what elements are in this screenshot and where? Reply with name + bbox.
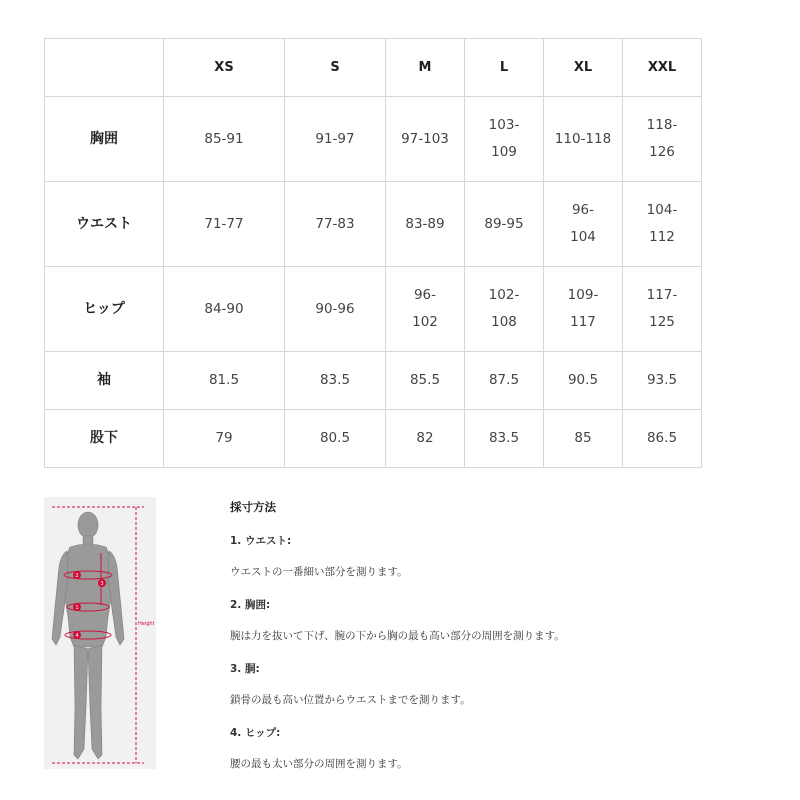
table-cell: 90.5 — [544, 352, 623, 410]
table-cell: 82 — [386, 410, 465, 468]
instructions-heading: 採寸方法 — [230, 500, 276, 514]
row-label: 股下 — [45, 410, 164, 468]
instruction-text: 腕は力を抜いて下げ、腕の下から胸の最も高い部分の周囲を測ります。 — [230, 630, 565, 642]
table-cell: 97-103 — [386, 97, 465, 182]
instruction-text: 鎖骨の最も高い位置からウエストまでを測ります。 — [230, 694, 471, 706]
height-label: Height — [138, 621, 155, 627]
table-row — [45, 410, 702, 468]
instruction-title: 2. 胸囲: — [230, 599, 271, 611]
header-cell-s: S — [285, 39, 386, 97]
header-cell — [45, 39, 164, 97]
marker-4-label: 4 — [75, 633, 79, 639]
header-cell-xs: XS — [164, 39, 285, 97]
header-cell-xl: XL — [544, 39, 623, 97]
table-cell: 103- 109 — [465, 97, 544, 182]
row-label: 胸囲 — [45, 97, 164, 182]
table-cell: 89-95 — [465, 182, 544, 267]
header-cell-m: M — [386, 39, 465, 97]
table-cell: 104- 112 — [623, 182, 702, 267]
instruction-item-torso — [230, 661, 770, 708]
row-label: ウエスト — [45, 182, 164, 267]
size-chart-table — [44, 38, 702, 468]
instruction-text: 腰の最も太い部分の周囲を測ります。 — [230, 758, 408, 770]
header-cell-l: L — [465, 39, 544, 97]
table-cell: 80.5 — [285, 410, 386, 468]
table-cell: 87.5 — [465, 352, 544, 410]
table-row — [45, 97, 702, 182]
table-cell: 93.5 — [623, 352, 702, 410]
table-cell: 109- 117 — [544, 267, 623, 352]
table-cell: 90-96 — [285, 267, 386, 352]
table-cell: 85.5 — [386, 352, 465, 410]
table-cell: 83.5 — [285, 352, 386, 410]
table-cell: 96- 102 — [386, 267, 465, 352]
table-cell: 85 — [544, 410, 623, 468]
table-cell: 96- 104 — [544, 182, 623, 267]
table-cell: 81.5 — [164, 352, 285, 410]
header-row — [45, 39, 702, 97]
marker-1-label: 1 — [75, 605, 79, 611]
marker-3-label: 3 — [100, 581, 104, 587]
table-cell: 91-97 — [285, 97, 386, 182]
table-cell: 118- 126 — [623, 97, 702, 182]
table-cell: 83-89 — [386, 182, 465, 267]
table-cell: 83.5 — [465, 410, 544, 468]
row-label: 袖 — [45, 352, 164, 410]
table-cell: 117- 125 — [623, 267, 702, 352]
instruction-title: 1. ウエスト: — [230, 535, 292, 547]
instruction-title: 4. ヒップ: — [230, 727, 281, 739]
table-cell: 77-83 — [285, 182, 386, 267]
body-silhouette-icon — [44, 497, 156, 769]
table-cell: 85-91 — [164, 97, 285, 182]
marker-2-label: 2 — [75, 573, 79, 579]
table-row — [45, 182, 702, 267]
instruction-title: 3. 胴: — [230, 663, 260, 675]
header-cell-xxl: XXL — [623, 39, 702, 97]
row-label: ヒップ — [45, 267, 164, 352]
table-cell: 86.5 — [623, 410, 702, 468]
table-cell: 110-118 — [544, 97, 623, 182]
table-cell: 102- 108 — [465, 267, 544, 352]
instruction-item-waist — [230, 533, 770, 580]
measurement-instructions — [230, 499, 770, 789]
table-cell: 79 — [164, 410, 285, 468]
table-cell: 71-77 — [164, 182, 285, 267]
instruction-item-hip — [230, 725, 770, 772]
table-cell: 84-90 — [164, 267, 285, 352]
table-row — [45, 352, 702, 410]
instruction-item-chest — [230, 597, 770, 644]
body-measurement-figure — [44, 497, 156, 769]
table-row — [45, 267, 702, 352]
instruction-text: ウエストの一番細い部分を測ります。 — [230, 566, 408, 578]
